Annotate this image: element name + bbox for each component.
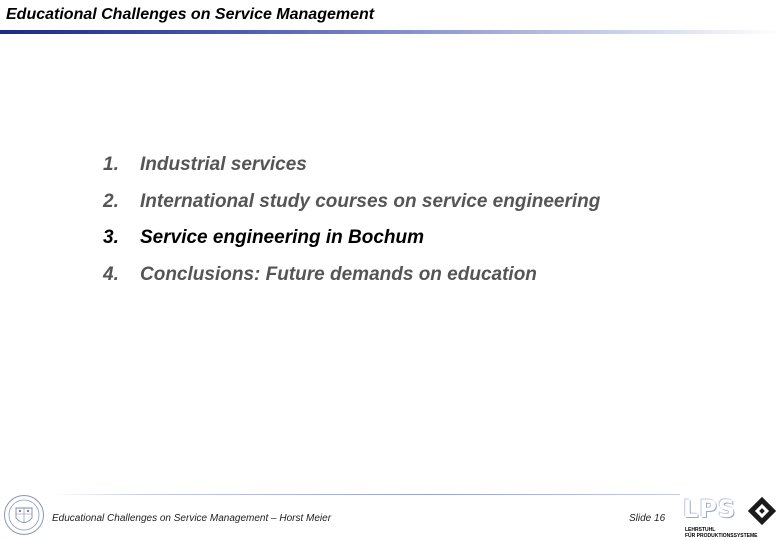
agenda-item-label: Industrial services — [140, 154, 307, 175]
lps-logo — [683, 496, 780, 540]
agenda-item-4 — [103, 264, 600, 301]
agenda-item-label: Service engineering in Bochum — [140, 227, 425, 248]
agenda-item-number: 3. — [103, 227, 119, 248]
lps-logo-line1: LEHRSTUHL — [685, 527, 716, 533]
agenda-item-number: 1. — [103, 154, 119, 175]
agenda-item-label: International study courses on service engineering — [140, 190, 601, 212]
agenda-item-3 — [103, 227, 600, 264]
agenda-item-number: 4. — [103, 263, 119, 285]
header-divider — [0, 30, 780, 34]
slide-number: Slide 16 — [629, 513, 666, 524]
agenda-item-1 — [103, 154, 600, 191]
agenda-item-label: Conclusions: Future demands on education — [140, 263, 537, 285]
lps-logo-letters: LPS — [683, 495, 737, 523]
footer-divider — [50, 494, 680, 495]
university-seal-icon — [3, 494, 45, 536]
page-title: Educational Challenges on Service Management — [6, 6, 375, 23]
footer-text: Educational Challenges on Service Management – Horst Meier — [52, 513, 332, 524]
agenda-item-number: 2. — [103, 190, 119, 212]
diamond-logo-icon — [747, 496, 777, 526]
agenda-item-2 — [103, 191, 600, 228]
agenda-list — [103, 154, 600, 300]
lps-logo-line2: FÜR PRODUKTIONSSYSTEME — [685, 533, 758, 539]
